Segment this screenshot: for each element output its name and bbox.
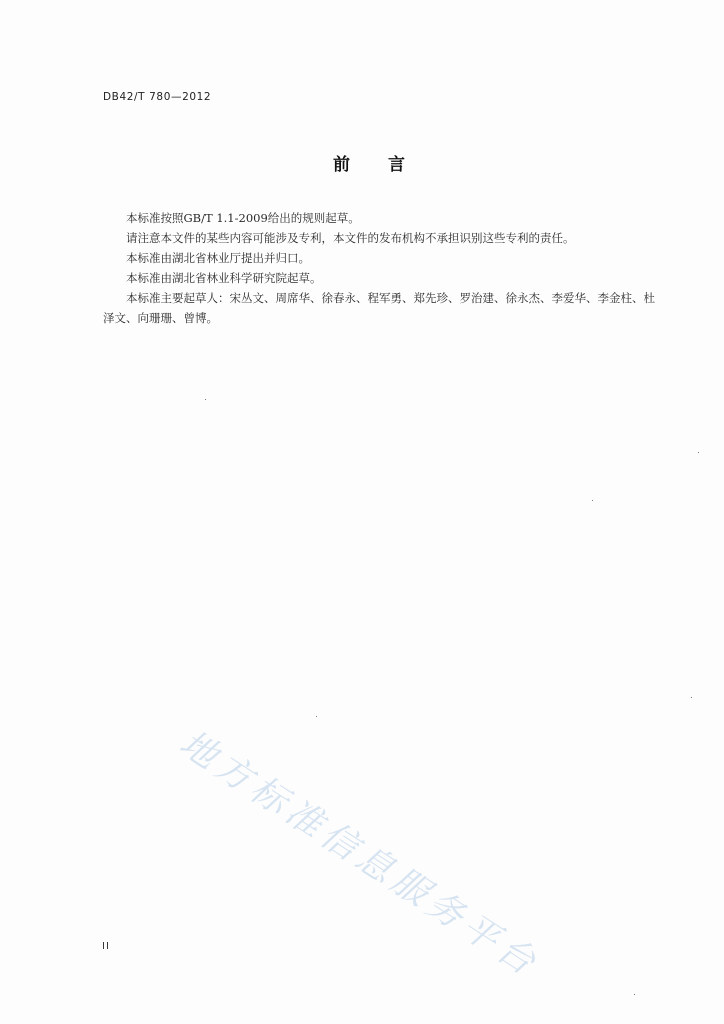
paragraph-patent-notice: 请注意本文件的某些内容可能涉及专利，本文件的发布机构不承担识别这些专利的责任。 bbox=[126, 231, 575, 245]
scan-speck bbox=[205, 399, 206, 400]
scan-speck bbox=[691, 697, 692, 698]
scan-speck bbox=[316, 716, 317, 717]
paragraph-drafters: 本标准主要起草人：宋丛文、周席华、徐春永、程军勇、郑先珍、罗治建、徐永杰、李爱华、李金柱、杜泽文、向珊珊、曾博。 bbox=[103, 291, 655, 325]
page-number: II bbox=[102, 941, 110, 952]
paragraph-proposer: 本标准由湖北省林业厅提出并归口。 bbox=[126, 251, 310, 265]
section-title: 前言 bbox=[333, 155, 443, 175]
scan-speck bbox=[698, 452, 699, 453]
paragraph-drafting-organization: 本标准由湖北省林业科学研究院起草。 bbox=[126, 271, 322, 285]
watermark: 地方标准信息服务平台 bbox=[172, 722, 547, 986]
standard-code: DB42/T 780—2012 bbox=[103, 91, 212, 103]
scan-speck bbox=[592, 500, 593, 501]
paragraph-drafting-rules: 本标准按照GB/T 1.1-2009给出的规则起草。 bbox=[126, 211, 360, 225]
foreword-body bbox=[103, 208, 661, 328]
scan-speck bbox=[634, 994, 635, 995]
